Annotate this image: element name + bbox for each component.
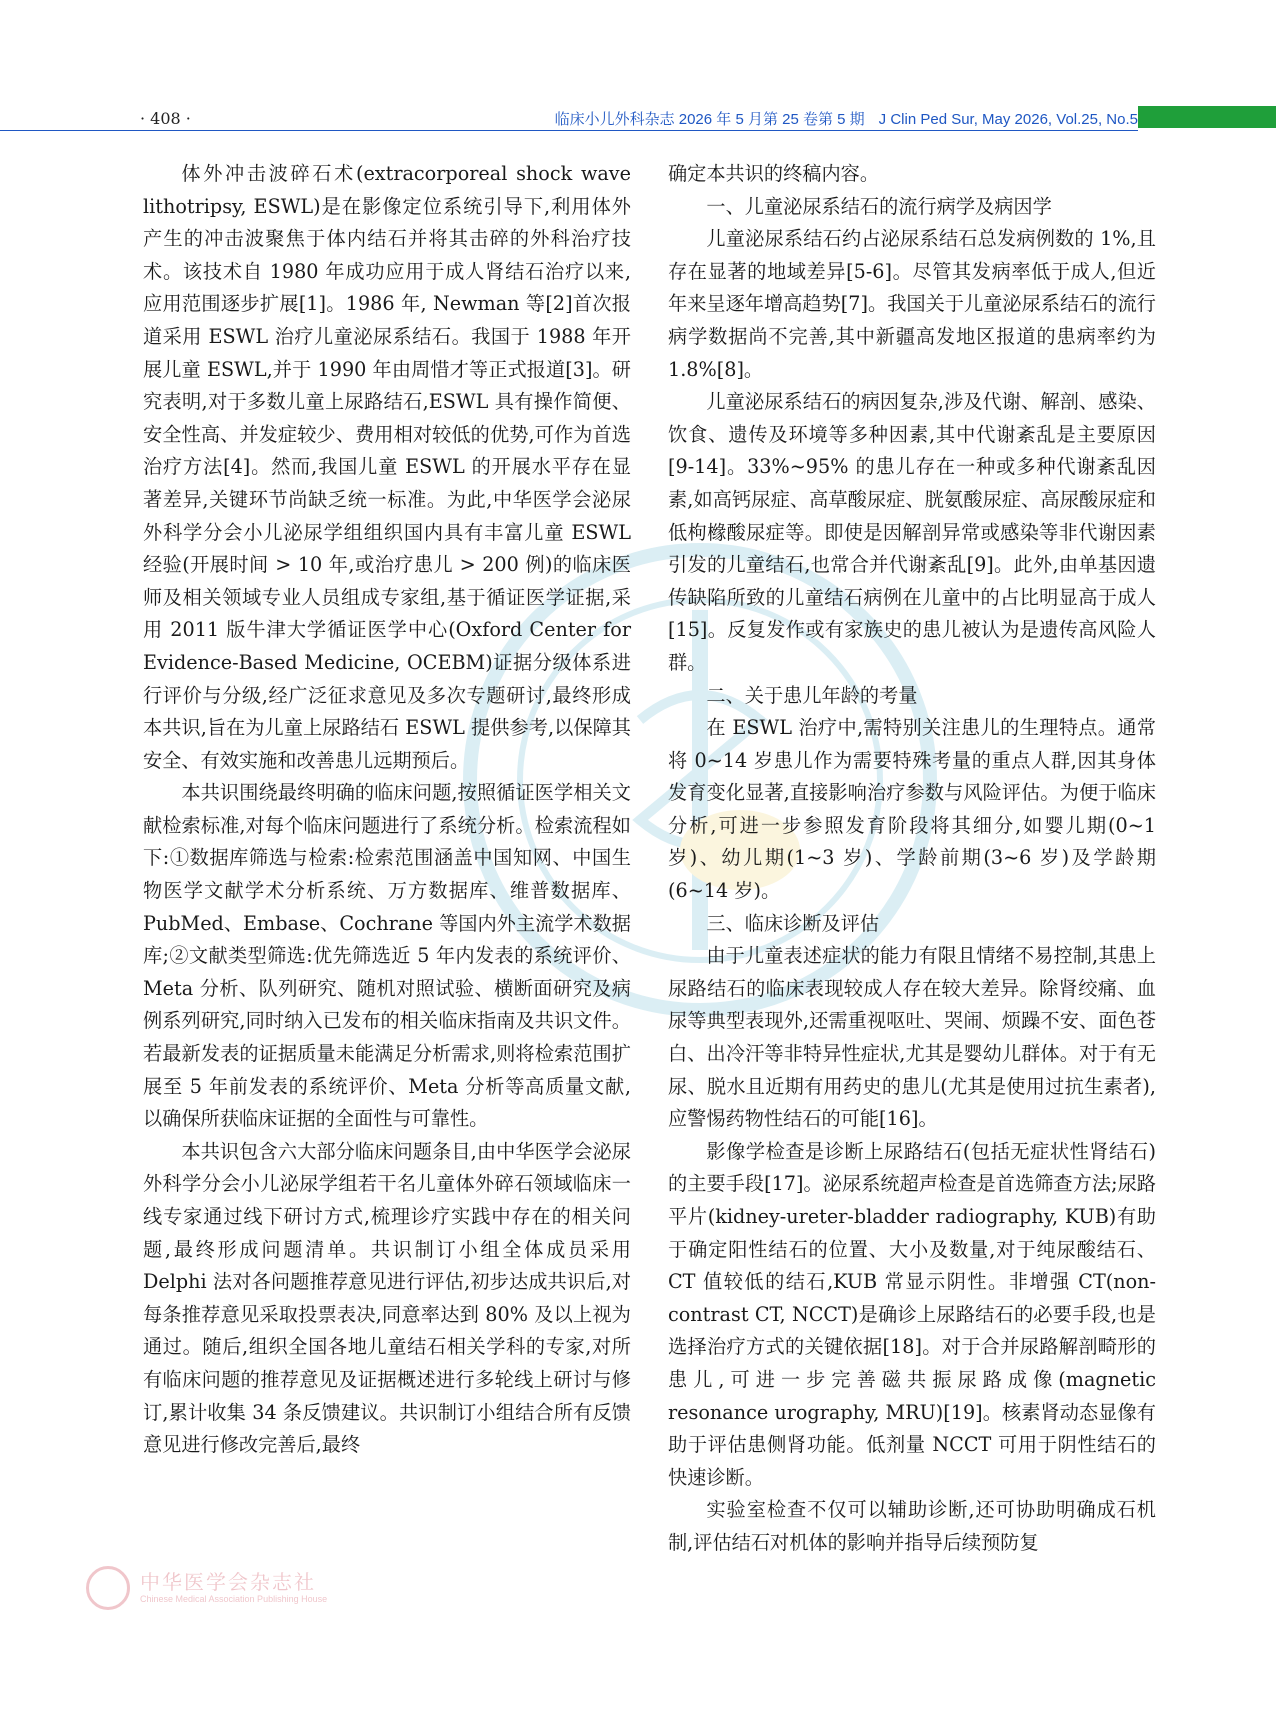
journal-title-en: J Clin Ped Sur, May 2026, Vol.25, No.5 <box>878 111 1138 128</box>
body-paragraph: 由于儿童表述症状的能力有限且情绪不易控制,其患上尿路结石的临床表现较成人存在较大差异。除肾绞痛、血尿等典型表现外,还需重视呕吐、哭闹、烦躁不安、面色苍白、出冷汗等非特异性症状,尤其是婴幼儿群体。对于有无尿、脱水且近期有用药史的患儿(尤其是使用过抗生素者),应警惕药物性结石的可能[16]。 <box>668 944 1156 1131</box>
header-accent-bar <box>1138 106 1276 128</box>
publisher-logo <box>86 1560 386 1620</box>
section-heading-1: 一、儿童泌尿系结石的流行病学及病因学 <box>706 194 1052 218</box>
journal-citation <box>555 108 1138 129</box>
page-number: · 408 · <box>140 109 191 128</box>
body-paragraph: 儿童泌尿系结石约占泌尿系结石总发病例数的 1%,且存在显著的地域差异[5-6]。尽管其发病率低于成人,但近年来呈逐年增高趋势[7]。我国关于儿童泌尿系结石的流行病学数据尚不完善,其中新疆高发地区报道的患病率约为 1.8%[8]。 <box>668 227 1156 381</box>
body-paragraph: 在 ESWL 治疗中,需特别关注患儿的生理特点。通常将 0~14 岁患儿作为需要特殊考量的重点人群,因其身体发育变化显著,直接影响治疗参数与风险评估。为便于临床分析,可进一步参照发育阶段将其细分,如婴儿期(0~1 岁)、幼儿期(1~3 岁)、学龄前期(3~6 岁)及学龄期(6~14 岁)。 <box>668 716 1156 903</box>
left-column <box>143 158 631 1462</box>
body-paragraph: 本共识围绕最终明确的临床问题,按照循证医学相关文献检索标准,对每个临床问题进行了系统分析。检索流程如下:①数据库筛选与检索:检索范围涵盖中国知网、中国生物医学文献学术分析系统、万方数据库、维普数据库、PubMed、Embase、Cochrane 等国内外主流学术数据库;②文献类型筛选:优先筛选近 5 年内发表的系统评价、Meta 分析、队列研究、随机对照试验、横断面研究及病例系列研究,同时纳入已发布的相关临床指南及共识文件。若最新发表的证据质量未能满足分析需求,则将检索范围扩展至 5 年前发表的系统评价、Meta 分析等高质量文献,以确保所获临床证据的全面性与可靠性。 <box>143 781 631 1131</box>
journal-title-cn: 临床小儿外科杂志 2026 年 5 月第 25 卷第 5 期 <box>554 111 865 128</box>
body-paragraph: 本共识包含六大部分临床问题条目,由中华医学会泌尿外科学分会小儿泌尿学组若干名儿童体外碎石领域临床一线专家通过线下研讨方式,梳理诊疗实践中存在的相关问题,最终形成问题清单。共识制订小组全体成员采用 Delphi 法对各问题推荐意见进行评估,初步达成共识后,对每条推荐意见采取投票表决,同意率达到 80% 及以上视为通过。随后,组织全国各地儿童结石相关学科的专家,对所有临床问题的推荐意见及证据概述进行多轮线上研讨与修订,累计收集 34 条反馈建议。共识制订小组结合所有反馈意见进行修改完善后,最终 <box>143 1139 631 1457</box>
body-paragraph: 影像学检查是诊断上尿路结石(包括无症状性肾结石)的主要手段[17]。泌尿系统超声检查是首选筛查方法;尿路平片(kidney-ureter-bladder radiography, KUB)有助于确定阳性结石的位置、大小及数量,对于纯尿酸结石、CT 值较低的结石,KUB 常显示阴性。非增强 CT(non-contrast CT, NCCT)是确诊上尿路结石的必要手段,也是选择治疗方式的关键依据[18]。对于合并尿路解剖畸形的患儿,可进一步完善磁共振尿路成像(magnetic resonance urography, MRU)[19]。核素肾动态显像有助于评估患侧肾功能。低剂量 NCCT 可用于阴性结石的快速诊断。 <box>668 1139 1156 1489</box>
body-paragraph: 确定本共识的终稿内容。 <box>668 162 880 185</box>
publisher-name: 中华医学会杂志社 <box>140 1570 316 1594</box>
header-rule <box>0 130 1138 131</box>
body-paragraph: 实验室检查不仅可以辅助诊断,还可协助明确成石机制,评估结石对机体的影响并指导后续预防复 <box>668 1498 1156 1554</box>
flower-icon <box>86 1566 130 1610</box>
body-paragraph: 儿童泌尿系结石的病因复杂,涉及代谢、解剖、感染、饮食、遗传及环境等多种因素,其中代谢紊乱是主要原因[9-14]。33%~95% 的患儿存在一种或多种代谢紊乱因素,如高钙尿症、高草酸尿症、胱氨酸尿症、高尿酸尿症和低枸橼酸尿症等。即使是因解剖异常或感染等非代谢因素引发的儿童结石,也常合并代谢紊乱[9]。此外,由单基因遗传缺陷所致的儿童结石病例在儿童中的占比明显高于成人[15]。反复发作或有家族史的患儿被认为是遗传高风险人群。 <box>668 390 1156 674</box>
section-heading-2: 二、关于患儿年龄的考量 <box>706 683 918 707</box>
section-heading-3: 三、临床诊断及评估 <box>706 911 880 935</box>
page-header <box>0 100 1276 130</box>
right-column <box>668 158 1156 1560</box>
publisher-name-en: Chinese Medical Association Publishing House <box>140 1594 328 1604</box>
body-paragraph: 体外冲击波碎石术(extracorporeal shock wave lithotripsy, ESWL)是在影像定位系统引导下,利用体外产生的冲击波聚焦于体内结石并将其击碎的外科治疗技术。该技术自 1980 年成功应用于成人肾结石治疗以来,应用范围逐步扩展[1]。1986 年, Newman 等[2]首次报道采用 ESWL 治疗儿童泌尿系结石。我国于 1988 年开展儿童 ESWL,并于 1990 年由周惜才等正式报道[3]。研究表明,对于多数儿童上尿路结石,ESWL 具有操作简便、安全性高、并发症较少、费用相对较低的优势,可作为首选治疗方法[4]。然而,我国儿童 ESWL 的开展水平存在显著差异,关键环节尚缺乏统一标准。为此,中华医学会泌尿外科学分会小儿泌尿学组组织国内具有丰富儿童 ESWL 经验(开展时间 > 10 年,或治疗患儿 > 200 例)的临床医师及相关领域专业人员组成专家组,基于循证医学证据,采用 2011 版牛津大学循证医学中心(Oxford Center for Evidence-Based Medicine, OCEBM)证据分级体系进行评价与分级,经广泛征求意见及多次专题研讨,最终形成本共识,旨在为儿童上尿路结石 ESWL 提供参考,以保障其安全、有效实施和改善患儿远期预后。 <box>143 162 631 772</box>
